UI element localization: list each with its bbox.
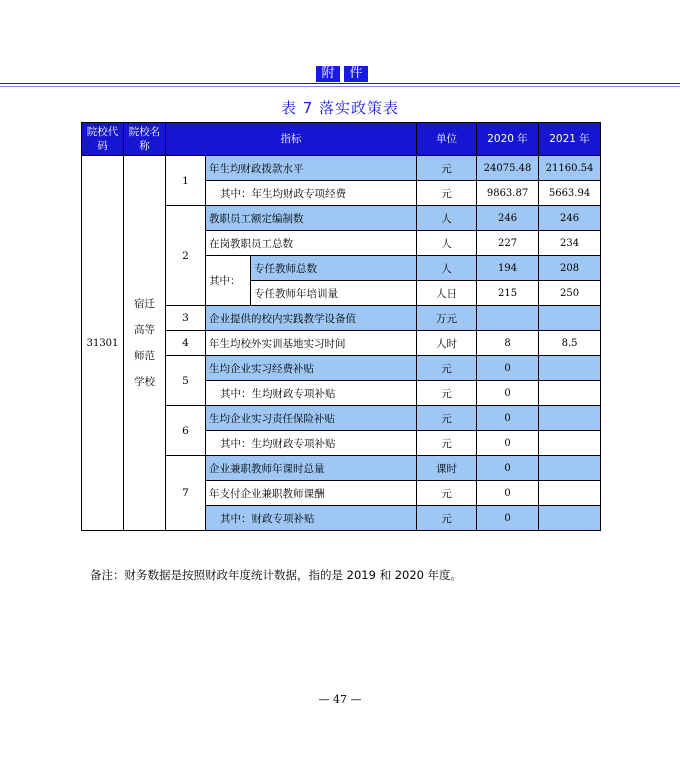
value-2020-cell: 0	[477, 431, 539, 456]
unit-cell: 元	[417, 381, 477, 406]
value-2021-cell	[539, 306, 601, 331]
value-2021-cell	[539, 506, 601, 531]
indicator-cell: 教职员工额定编制数	[206, 206, 417, 231]
indicator-cell: 其中：年生均财政专项经费	[206, 181, 417, 206]
value-2021-cell	[539, 431, 601, 456]
group-number: 2	[166, 206, 206, 306]
footnote: 备注：财务数据是按照财政年度统计数据，指的是 2019 和 2020 年度。	[90, 568, 463, 582]
unit-cell: 元	[417, 156, 477, 181]
value-2020-cell: 215	[477, 281, 539, 306]
group-number: 6	[166, 406, 206, 456]
unit-cell: 元	[417, 431, 477, 456]
indicator-cell: 生均企业实习责任保险补贴	[206, 406, 417, 431]
group-number: 1	[166, 156, 206, 206]
indicator-cell: 企业提供的校内实践教学设备值	[206, 306, 417, 331]
value-2020-cell: 0	[477, 381, 539, 406]
value-2020-cell: 0	[477, 356, 539, 381]
header-indicator: 指标	[166, 123, 417, 156]
unit-cell: 课时	[417, 456, 477, 481]
group-number: 7	[166, 456, 206, 531]
unit-cell: 元	[417, 481, 477, 506]
value-2020-cell: 194	[477, 256, 539, 281]
value-2021-cell	[539, 481, 601, 506]
value-2020-cell: 0	[477, 506, 539, 531]
indicator-cell: 企业兼职教师年课时总量	[206, 456, 417, 481]
table-header-row	[82, 123, 601, 156]
table-title: 表 7 落实政策表	[280, 99, 400, 117]
indicator-cell: 年支付企业兼职教师课酬	[206, 481, 417, 506]
unit-cell: 人	[417, 231, 477, 256]
header-2020: 2020 年	[477, 123, 539, 156]
group-number: 5	[166, 356, 206, 406]
unit-cell: 元	[417, 356, 477, 381]
value-2021-cell: 8.5	[539, 331, 601, 356]
sub-label: 其中：	[206, 256, 251, 306]
indicator-cell: 其中：财政专项补贴	[206, 506, 417, 531]
value-2020-cell: 9863.87	[477, 181, 539, 206]
indicator-cell: 年生均校外实训基地实习时间	[206, 331, 417, 356]
value-2021-cell	[539, 381, 601, 406]
attachment-char: 件	[344, 66, 368, 82]
unit-cell: 人时	[417, 331, 477, 356]
indicator-cell: 年生均财政拨款水平	[206, 156, 417, 181]
indicator-cell: 其中：生均财政专项补贴	[206, 431, 417, 456]
table-row	[82, 156, 601, 181]
value-2021-cell: 234	[539, 231, 601, 256]
header-2021: 2021 年	[539, 123, 601, 156]
group-number: 3	[166, 306, 206, 331]
indicator-cell: 生均企业实习经费补贴	[206, 356, 417, 381]
value-2020-cell: 246	[477, 206, 539, 231]
value-2020-cell: 24075.48	[477, 156, 539, 181]
value-2020-cell: 0	[477, 481, 539, 506]
unit-cell: 人	[417, 206, 477, 231]
unit-cell: 人日	[417, 281, 477, 306]
unit-cell: 元	[417, 506, 477, 531]
value-2021-cell	[539, 356, 601, 381]
header-code: 院校代码	[82, 123, 124, 156]
unit-cell: 元	[417, 181, 477, 206]
unit-cell: 万元	[417, 306, 477, 331]
value-2021-cell: 208	[539, 256, 601, 281]
value-2020-cell: 0	[477, 456, 539, 481]
indicator-cell: 在岗教职员工总数	[206, 231, 417, 256]
value-2021-cell: 21160.54	[539, 156, 601, 181]
attachment-char: 附	[316, 66, 340, 82]
value-2021-cell: 246	[539, 206, 601, 231]
group-number: 4	[166, 331, 206, 356]
indicator-cell: 专任教师年培训量	[251, 281, 417, 306]
value-2021-cell	[539, 406, 601, 431]
header-name: 院校名称	[124, 123, 166, 156]
header-unit: 单位	[417, 123, 477, 156]
policy-table	[81, 122, 601, 531]
value-2021-cell	[539, 456, 601, 481]
value-2021-cell: 250	[539, 281, 601, 306]
value-2020-cell	[477, 306, 539, 331]
attachment-tag	[316, 66, 368, 82]
value-2020-cell: 227	[477, 231, 539, 256]
school-code: 31301	[82, 156, 124, 531]
indicator-cell: 专任教师总数	[251, 256, 417, 281]
value-2020-cell: 0	[477, 406, 539, 431]
indicator-cell: 其中：生均财政专项补贴	[206, 381, 417, 406]
school-name: 宿迁高等师范学校	[124, 156, 166, 531]
header-rule	[0, 83, 680, 84]
unit-cell: 人	[417, 256, 477, 281]
unit-cell: 元	[417, 406, 477, 431]
header-rule-thin	[0, 86, 680, 87]
value-2020-cell: 8	[477, 331, 539, 356]
page-number: — 47 —	[318, 693, 362, 706]
value-2021-cell: 5663.94	[539, 181, 601, 206]
